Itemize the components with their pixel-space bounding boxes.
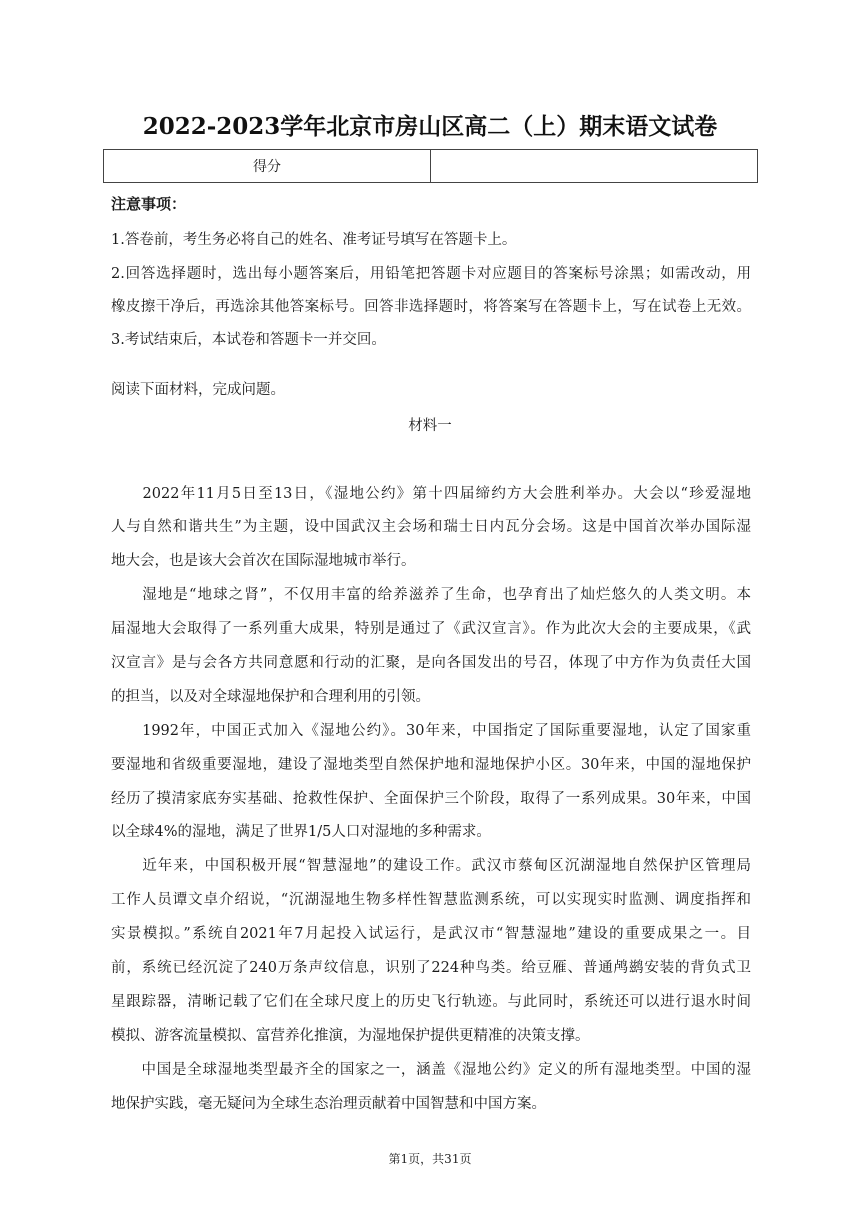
score-value — [431, 150, 758, 183]
paragraph-line: 近年来，中国积极开展“智慧湿地”的建设工作。武汉市蔡甸区沉湖湿地自然保护区管理局 — [111, 858, 751, 874]
note-line: 橡皮擦干净后，再选涂其他答案标号。回答非选择题时，将答案写在答题卡上，写在试卷上无效。 — [111, 299, 751, 315]
notes-heading: 注意事项： — [111, 195, 187, 213]
page-footer: 第1页，共31页 — [388, 1152, 472, 1166]
paragraph-line: 湿地是“地球之肾”，不仅用丰富的给养滋养了生命，也孕育出了灿烂悠久的人类文明。本 — [111, 587, 751, 603]
paragraph-line: 经历了摸清家底夯实基础、抢救性保护、全面保护三个阶段，取得了一系列成果。30年来，中国 — [111, 791, 751, 807]
paragraph-line: 1992年，中国正式加入《湿地公约》。30年来，中国指定了国际重要湿地，认定了国家重 — [111, 723, 751, 739]
paragraph-line: 届湿地大会取得了一系列重大成果，特别是通过了《武汉宣言》。作为此次大会的主要成果，《武 — [111, 621, 751, 637]
score-table — [103, 149, 758, 183]
paragraph-line: 要湿地和省级重要湿地，建设了湿地类型自然保护地和湿地保护小区。30年来，中国的湿地保护 — [111, 757, 751, 773]
paragraph-line: 实景模拟。”系统自2021年7月起投入试运行，是武汉市“智慧湿地”建设的重要成果之一。目 — [111, 926, 751, 942]
note-line: 1.答卷前，考生务必将自己的姓名、准考证号填写在答题卡上。 — [111, 232, 517, 248]
paragraph-line: 2022年11月5日至13日，《湿地公约》第十四届缔约方大会胜利举办。大会以“珍爱湿地 — [111, 486, 751, 502]
paragraph-line: 汉宣言》是与会各方共同意愿和行动的汇聚，是向各国发出的号召，体现了中方作为负责任大国 — [111, 655, 751, 671]
paragraph-line: 中国是全球湿地类型最齐全的国家之一，涵盖《湿地公约》定义的所有湿地类型。中国的湿 — [111, 1062, 751, 1078]
page-title: 2022-2023学年北京市房山区高二（上）期末语文试卷 — [142, 113, 718, 140]
reading-instruction: 阅读下面材料，完成问题。 — [111, 382, 285, 398]
material-title: 材料一 — [408, 418, 452, 434]
paragraph-line: 的担当，以及对全球湿地保护和合理利用的引领。 — [111, 689, 430, 705]
paragraph-line: 工作人员谭文卓介绍说，“沉湖湿地生物多样性智慧监测系统，可以实现实时监测、调度指挥和 — [111, 892, 751, 908]
note-line: 2.回答选择题时，选出每小题答案后，用铅笔把答题卡对应题目的答案标号涂黑；如需改动，用 — [111, 266, 751, 282]
paragraph-line: 前，系统已经沉淀了240万条声纹信息，识别了224种鸟类。给豆雁、普通鸬鹚安装的背负式卫 — [111, 960, 751, 976]
note-line: 3.考试结束后，本试卷和答题卡一并交回。 — [111, 332, 386, 348]
paragraph-line: 星跟踪器，清晰记载了它们在全球尺度上的历史飞行轨迹。与此同时，系统还可以进行退水时间 — [111, 994, 751, 1010]
score-label: 得分 — [104, 150, 431, 183]
paragraph-line: 地保护实践，毫无疑问为全球生态治理贡献着中国智慧和中国方案。 — [111, 1096, 546, 1112]
paragraph-line: 地大会，也是该大会首次在国际湿地城市举行。 — [111, 553, 416, 569]
paragraph-line: 模拟、游客流量模拟、富营养化推演，为湿地保护提供更精准的决策支撑。 — [111, 1028, 590, 1044]
paragraph-line: 以全球4%的湿地，满足了世界1/5人口对湿地的多种需求。 — [111, 824, 491, 840]
paragraph-line: 人与自然和谐共生”为主题，设中国武汉主会场和瑞士日内瓦分会场。这是中国首次举办国际湿 — [111, 519, 751, 535]
